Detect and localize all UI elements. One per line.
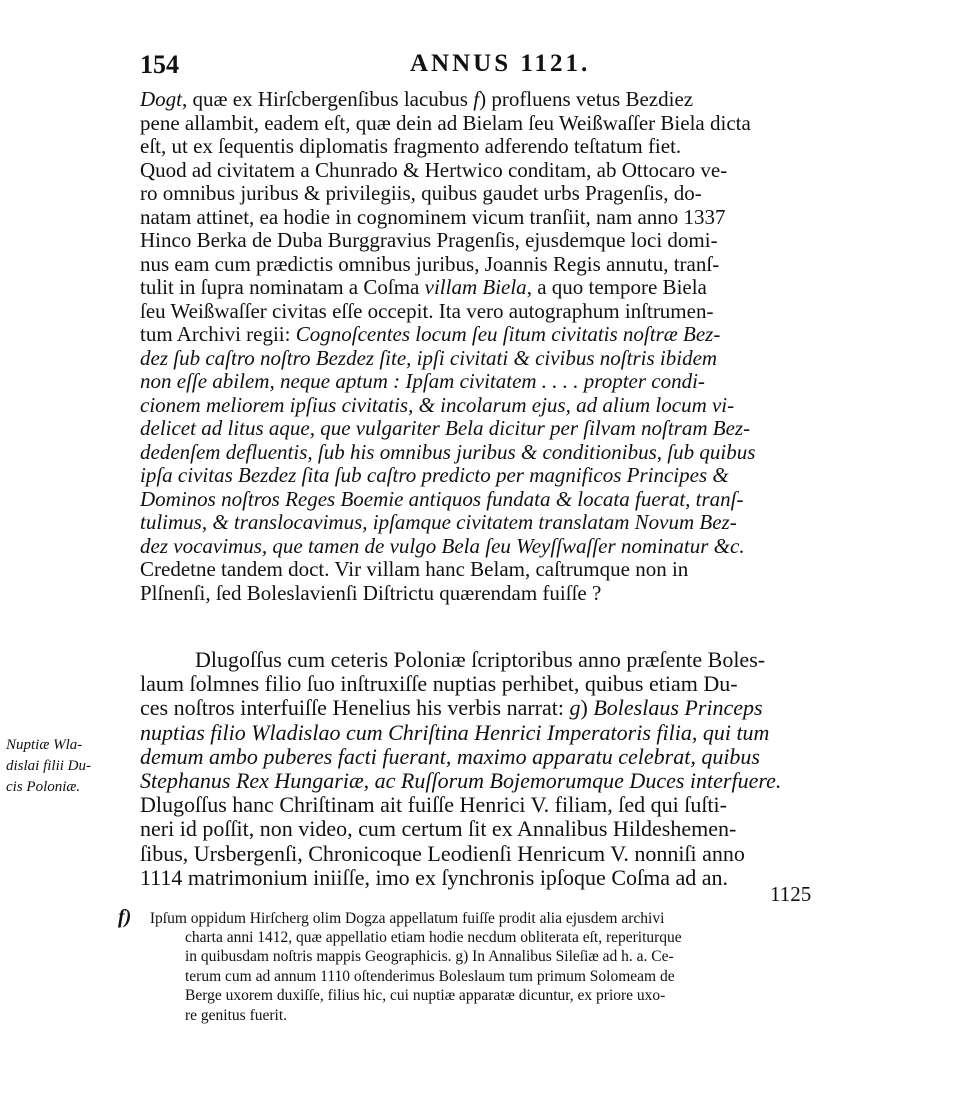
text-line: dez ſub caſtro noſtro Bezdez ſite, ipſi civitati & civibus noſtris ibidem	[140, 346, 718, 370]
footnotes	[118, 908, 848, 1025]
footnote-line	[118, 908, 848, 928]
text-line: ſibus, Ursbergenſi, Chronicoque Leodienſi Henricum V. nonniſi anno	[140, 841, 745, 866]
footnote-line: re genitus fuerit.	[185, 1006, 288, 1024]
text-line: tulit in ſupra nominatam a Coſma villam Biela, a quo tempore Biela	[140, 276, 707, 299]
text-line: Hinco Berka de Duba Burggravius Pragenſis, ejusdemque loci domi-	[140, 229, 718, 252]
page-number: 154	[140, 50, 179, 79]
text-line: dez vocavimus, que tamen de vulgo Bela ſeu Weyſſwaſſer nominatur &c.	[140, 534, 745, 558]
margin-note-line: Nuptiæ Wla-	[6, 737, 83, 753]
running-head: ANNUS 1121.	[410, 50, 591, 77]
text-line: ro omnibus juribus & privilegiis, quibus gaudet urbs Pragenſis, do-	[140, 182, 702, 205]
text-line: Dogt, quæ ex Hirſcbergenſibus lacubus f) profluens vetus Bezdiez	[140, 88, 694, 111]
text-line: natam attinet, ea hodie in cognominem vicum tranſiit, nam anno 1337	[140, 205, 726, 229]
text-line: non eſſe abilem, neque aptum : Ipſam civitatem . . . . propter condi-	[140, 370, 705, 393]
margin-note-line: cis Poloniæ.	[6, 779, 81, 795]
footnote-line: charta anni 1412, quæ appellatio etiam hodie necdum obliterata eſt, reperiturque	[185, 928, 682, 946]
text-line: nuptias filio Wladislao cum Chriſtina Henrici Imperatoris filia, qui tum	[140, 720, 770, 745]
text-line: demum ambo puberes facti fuerant, maximo apparatu celebrat, quibus	[140, 744, 760, 769]
paragraph-1	[140, 88, 840, 605]
text-line: 1114 matrimonium iniiſſe, imo ex ſynchronis ipſoque Coſma ad an.	[140, 865, 729, 890]
text-line: Dlugoſſus cum ceteris Poloniæ ſcriptoribus anno præſente Boles-	[195, 648, 766, 672]
text-line: tum Archivi regii: Cognoſcentes locum ſeu ſitum civitatis noſtræ Bez-	[140, 323, 721, 346]
text-line: neri id poſſit, non video, cum certum ſit ex Annalibus Hildeshemen-	[140, 817, 737, 842]
text-line: ces noſtros interfuiſſe Henelius his verbis narrat: g) Boleslaus Princeps	[140, 696, 763, 721]
text-line: dedenſem defluentis, ſub his omnibus juribus & conditionibus, ſub quibus	[140, 440, 756, 464]
footnote-line: in quibusdam noſtris mappis Geographicis. g) In Annalibus Sileſiæ ad h. a. Ce-	[185, 948, 674, 965]
text-line: Dominos noſtros Reges Boemie antiquos fundata & locata fuerat, tranſ-	[140, 487, 744, 511]
footnote-mark: f)	[118, 908, 132, 928]
footnote-line: terum cum ad annum 1110 oſtenderimus Boleslaum tum primum Solomeam de	[185, 967, 675, 985]
text-line: eſt, ut ex ſequentis diplomatis fragmento adferendo teſtatum fiet.	[140, 135, 682, 158]
text-line: ſeu Weißwaſſer civitas eſſe occepit. Ita vero autographum inſtrumen-	[140, 299, 714, 323]
text-line: Stephanus Rex Hungariæ, ac Ruſſorum Bojemorumque Duces interfuere.	[140, 768, 782, 793]
text-line: Dlugoſſus hanc Chriſtinam ait fuiſſe Henrici V. filiam, ſed qui ſuſti-	[140, 793, 727, 818]
paragraph-2	[140, 648, 840, 890]
margin-note	[6, 735, 136, 798]
text-line: pene allambit, eadem eſt, quæ dein ad Bielam ſeu Weißwaſſer Biela dicta	[140, 111, 751, 135]
page-header	[140, 50, 840, 90]
footnote-line: Berge uxorem duxiſſe, filius hic, cui nuptiæ apparatæ dicuntur, ex priore uxo-	[185, 987, 666, 1004]
text-line: nus eam cum prædictis omnibus juribus, Joannis Regis annutu, tranſ-	[140, 252, 720, 276]
footnote-text: Ipſum oppidum Hirſcherg olim Dogza appellatum fuiſſe prodit alia ejusdem archivi	[146, 910, 665, 927]
text-line: Quod ad civitatem a Chunrado & Hertwico conditam, ab Ottocaro ve-	[140, 158, 728, 182]
text-line: Credetne tandem doct. Vir villam hanc Belam, caſtrumque non in	[140, 558, 689, 581]
text-line: ipſa civitas Bezdez ſita ſub caſtro predicto per magnificos Principes &	[140, 464, 729, 487]
text-line: laum ſolmnes filio ſuo inſtruxiſſe nuptias perhibet, quibus etiam Du-	[140, 672, 738, 697]
text-line: tulimus, & translocavimus, ipſamque civitatem translatam Novum Bez-	[140, 511, 737, 534]
text-line: Plſnenſi, ſed Boleslavienſi Diſtrictu quærendam fuiſſe ?	[140, 581, 602, 605]
margin-note-line: dislai filii Du-	[6, 758, 92, 774]
text-line: delicet ad litus aque, que vulgariter Bela dicitur per ſilvam noſtram Bez-	[140, 417, 751, 440]
catchword: 1125	[770, 882, 812, 906]
text-line: cionem meliorem ipſius civitatis, & incolarum ejus, ad alium locum vi-	[140, 393, 735, 417]
